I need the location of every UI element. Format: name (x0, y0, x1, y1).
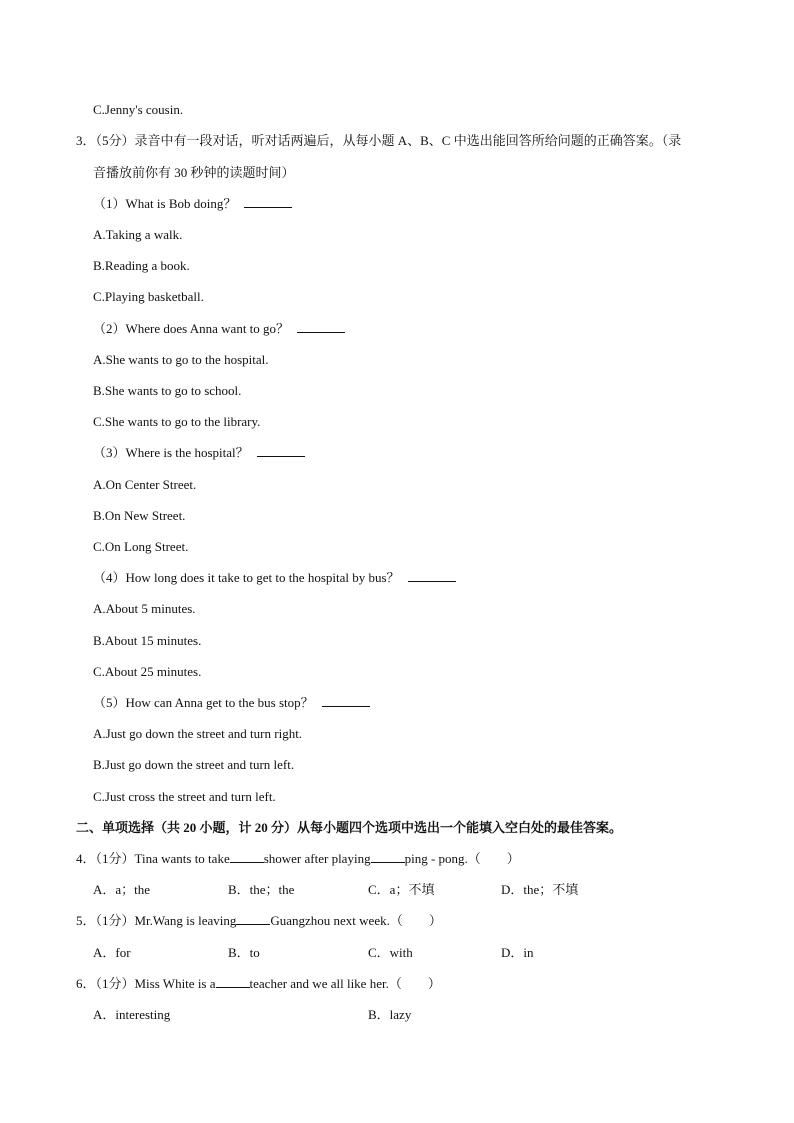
q3-sub5-option-c: C.Just cross the street and turn left. (93, 789, 276, 804)
q3-sub4-option-b: B.About 15 minutes. (93, 633, 202, 648)
q3-sub5-question (93, 694, 370, 712)
answer-blank (322, 694, 370, 707)
q3-sub2-option-c: C.She wants to go to the library. (93, 414, 261, 429)
q4-option-d: D．the；不填 (501, 882, 579, 897)
q3-stem-line1: 3．（5分）录音中有一段对话，听对话两遍后，从每小题 A、B、C 中选出能回答所给问题的正确答案。（录 (76, 133, 682, 148)
q6-stem (76, 975, 441, 993)
q4-option-b: B．the；the (228, 882, 295, 897)
q3-sub4-text: （4）How long does it take to get to the hospital by bus？ (93, 570, 400, 585)
q3-sub3-text: （3）Where is the hospital？ (93, 445, 249, 460)
q4-option-a: A．a；the (93, 882, 151, 897)
q4-stem-part1: 4．（1分）Tina wants to take (76, 851, 230, 866)
q5-stem-part1: 5．（1分）Mr.Wang is leaving (76, 913, 237, 928)
q3-sub1-question (93, 195, 292, 213)
answer-blank (230, 850, 264, 863)
q4-stem-part2: shower after playing (263, 851, 371, 866)
q3-stem-line2: 音播放前你有 30 秒钟的读题时间） (93, 165, 295, 180)
answer-blank (408, 569, 456, 582)
q3-sub4-option-a: A.About 5 minutes. (93, 601, 196, 616)
q3-sub2-text: （2）Where does Anna want to go？ (93, 321, 290, 336)
answer-blank (371, 850, 405, 863)
q4-stem-part3: ping - pong.（ ） (404, 851, 520, 866)
q3-sub1-text: （1）What is Bob doing？ (93, 196, 237, 211)
q3-sub5-option-a: A.Just go down the street and turn right. (93, 726, 303, 741)
q2-option-c: C.Jenny's cousin. (93, 102, 184, 117)
q6-stem-part2: teacher and we all like her.（ ） (249, 976, 441, 991)
q6-stem-part1: 6．（1分）Miss White is a (76, 976, 216, 991)
q3-sub2-question (93, 320, 345, 338)
q4-stem (76, 850, 520, 868)
q3-sub1-option-a: A.Taking a walk. (93, 227, 183, 242)
q3-sub4-question (93, 569, 456, 587)
answer-blank (244, 195, 292, 208)
q4-option-c: C．a；不填 (368, 882, 435, 897)
q3-sub5-option-b: B.Just go down the street and turn left. (93, 757, 295, 772)
q5-stem (76, 912, 442, 930)
q3-sub2-option-b: B.She wants to go to school. (93, 383, 242, 398)
q3-sub3-option-a: A.On Center Street. (93, 477, 197, 492)
q5-option-d: D．in (501, 945, 534, 960)
q6-option-b: B．lazy (368, 1007, 412, 1022)
q3-sub1-option-b: B.Reading a book. (93, 258, 190, 273)
q3-sub3-option-c: C.On Long Street. (93, 539, 189, 554)
q3-sub2-option-a: A.She wants to go to the hospital. (93, 352, 269, 367)
answer-blank (236, 912, 270, 925)
q6-option-a: A．interesting (93, 1007, 171, 1022)
answer-blank (216, 975, 250, 988)
q3-sub5-text: （5）How can Anna get to the bus stop？ (93, 695, 314, 710)
section-heading: 二、单项选择（共 20 小题，计 20 分）从每小题四个选项中选出一个能填入空白处的最佳答案。 (76, 820, 623, 835)
q5-option-c: C．with (368, 945, 413, 960)
q5-option-a: A．for (93, 945, 131, 960)
answer-blank (297, 320, 345, 333)
q3-sub3-question (93, 444, 305, 462)
answer-blank (257, 444, 305, 457)
q3-sub3-option-b: B.On New Street. (93, 508, 186, 523)
q3-sub4-option-c: C.About 25 minutes. (93, 664, 202, 679)
q5-stem-part2: Guangzhou next week.（ ） (270, 913, 442, 928)
q3-sub1-option-c: C.Playing basketball. (93, 289, 204, 304)
q5-option-b: B．to (228, 945, 260, 960)
